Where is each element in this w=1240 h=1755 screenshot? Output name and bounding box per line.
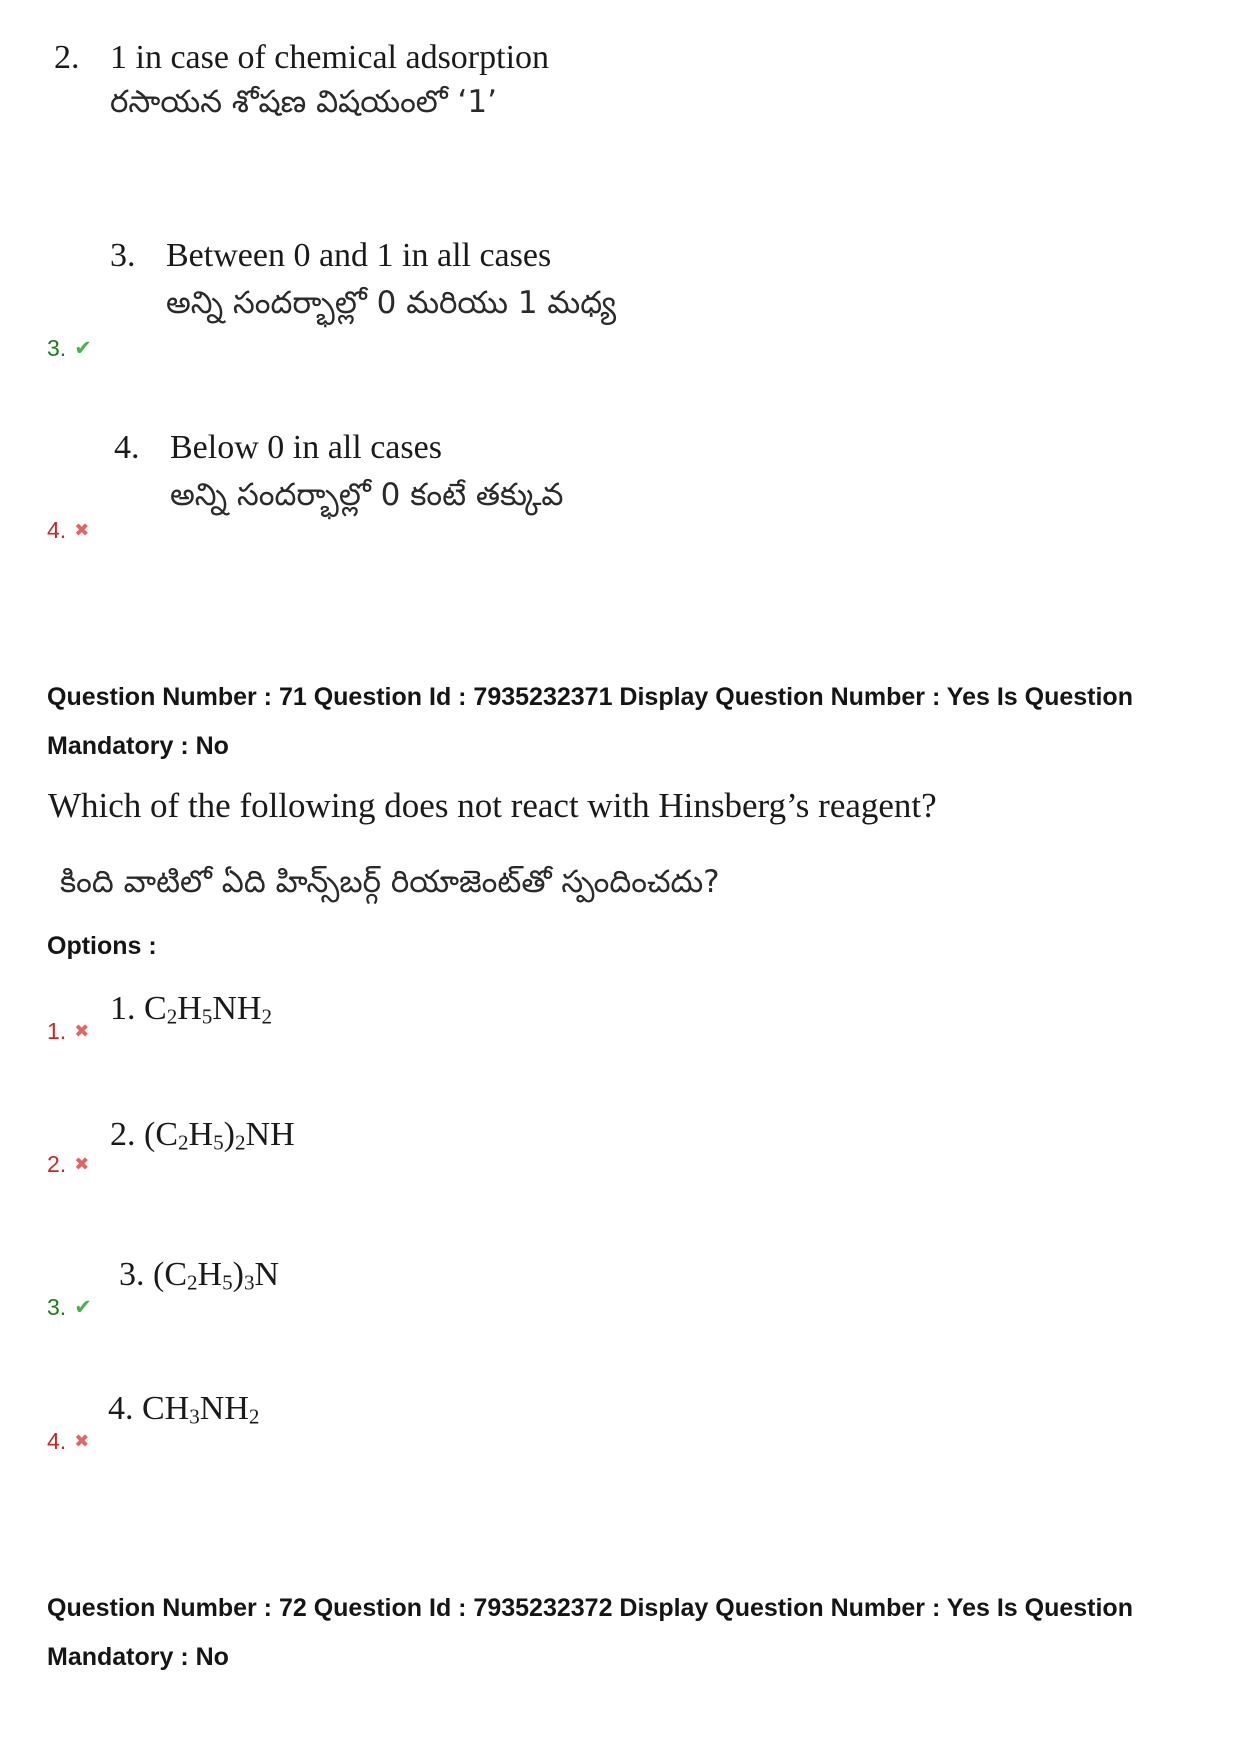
question-72-meta-line2: Mandatory : No [47, 1643, 229, 1671]
prev-option-3-marker [47, 335, 92, 361]
question-71-option-2-marker-label: 2. [47, 1151, 67, 1177]
check-icon: ✔ [74, 336, 92, 360]
question-71-option-3-prefix: 3. [119, 1256, 145, 1293]
question-71-text-telugu: కింది వాటిలో ఏది హిన్స్‌బర్గ్ రియాజెంట్‌తో స్పందించదు? [60, 864, 720, 900]
question-72-meta [47, 1584, 1197, 1682]
prev-option-3-english: Between 0 and 1 in all cases [166, 237, 552, 274]
question-71-option-4 [108, 1388, 259, 1430]
prev-option-3-marker-label: 3. [47, 335, 67, 361]
question-71-option-1-prefix: 1. [110, 990, 136, 1027]
check-icon: ✔ [74, 1295, 92, 1319]
question-71-option-1-marker-label: 1. [47, 1018, 67, 1044]
cross-icon: ✖ [74, 1430, 90, 1451]
question-71-option-3 [119, 1254, 279, 1296]
question-71-option-3-marker [47, 1294, 92, 1320]
prev-option-4-english: Below 0 in all cases [170, 429, 442, 466]
question-71-meta-line1: Question Number : 71 Question Id : 7935232371 Display Question Number : Yes Is Question [47, 683, 1133, 711]
prev-option-4-number: 4. [114, 429, 140, 466]
question-71-option-2-formula: $(C_2H_5)_2NH$ [144, 1116, 295, 1155]
cross-icon: ✖ [74, 1020, 90, 1041]
question-71-option-1-formula: $C_2H_5NH_2$ [144, 990, 272, 1029]
prev-option-4-marker-label: 4. [47, 517, 67, 543]
question-71-meta [47, 673, 1197, 771]
question-71-text-english: Which of the following does not react with Hinsberg’s reagent? [48, 786, 937, 825]
prev-option-3 [110, 236, 1010, 330]
question-71-option-4-marker [47, 1428, 89, 1454]
prev-option-4-telugu: అన్ని సందర్భాల్లో 0 కంటే తక్కువ [170, 477, 564, 513]
prev-option-2-telugu: రసాయన శోషణ విషయంలో ‘1’ [110, 84, 497, 120]
question-72-meta-line1: Question Number : 72 Question Id : 7935232372 Display Question Number : Yes Is Question [47, 1594, 1133, 1622]
prev-option-2-english: 1 in case of chemical adsorption [110, 39, 550, 76]
prev-option-3-number: 3. [110, 237, 136, 274]
prev-option-2-number: 2. [54, 39, 80, 76]
question-71-option-2-marker [47, 1151, 89, 1177]
question-71-option-1-marker [47, 1018, 89, 1044]
cross-icon: ✖ [74, 519, 90, 540]
question-71-option-2-prefix: 2. [110, 1116, 136, 1153]
question-71-option-2 [110, 1114, 295, 1156]
question-71-option-3-formula: $(C_2H_5)_3N$ [153, 1256, 280, 1295]
prev-option-2 [54, 38, 954, 126]
options-label: Options : [47, 932, 157, 960]
question-71-option-3-marker-label: 3. [47, 1294, 67, 1320]
question-71-option-4-marker-label: 4. [47, 1428, 67, 1454]
prev-option-4-marker [47, 517, 89, 543]
question-71-option-4-prefix: 4. [108, 1390, 134, 1427]
question-71-option-1 [110, 988, 272, 1030]
prev-option-3-telugu: అన్ని సందర్భాల్లో 0 మరియు 1 మధ్య [166, 285, 617, 321]
cross-icon: ✖ [74, 1153, 90, 1174]
question-71-option-4-formula: $CH_3NH_2$ [142, 1390, 260, 1429]
prev-option-4 [114, 428, 1014, 522]
question-71-meta-line2: Mandatory : No [47, 732, 229, 760]
